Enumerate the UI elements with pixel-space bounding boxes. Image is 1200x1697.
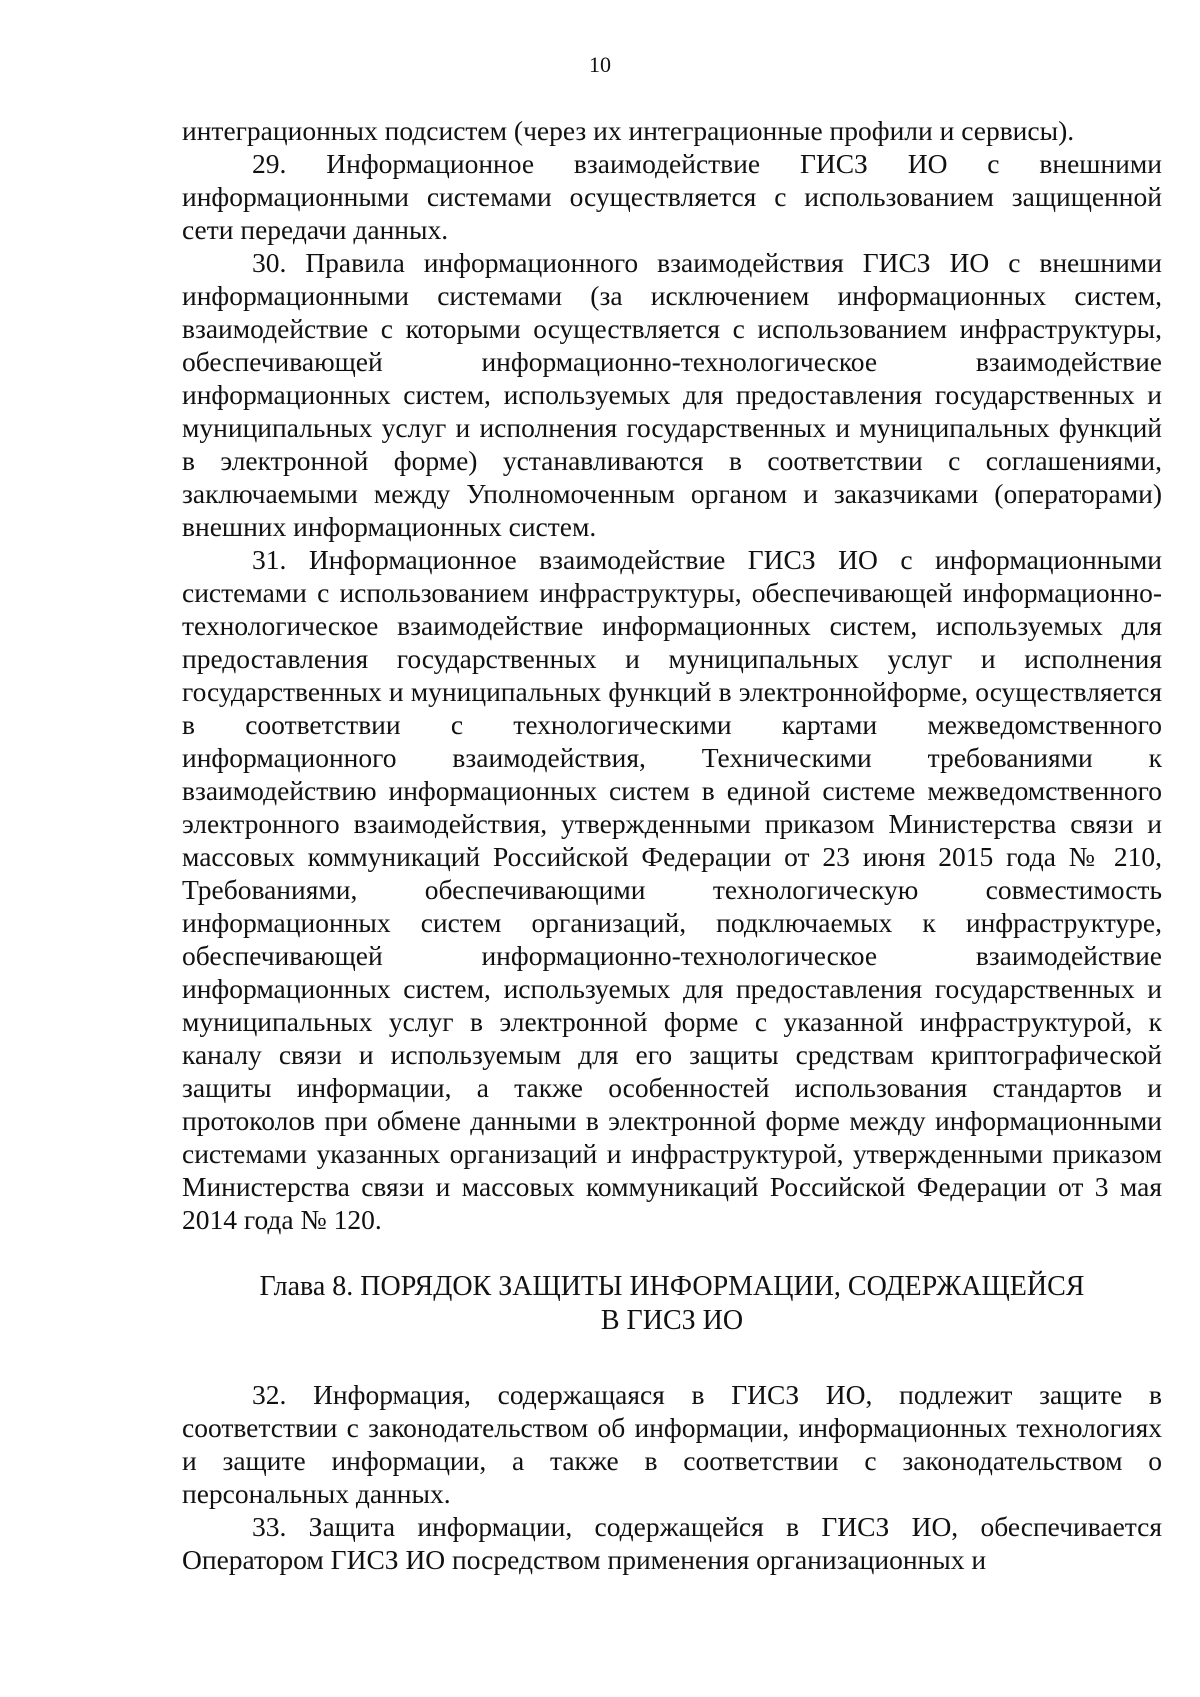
paragraph-continuation: интеграционных подсистем (через их интеграционные профили и сервисы). bbox=[182, 115, 1075, 146]
page-number: 10 bbox=[589, 52, 611, 77]
chapter-heading bbox=[182, 1270, 1162, 1338]
document-body bbox=[182, 114, 1162, 1576]
paragraph-29: 29. Информационное взаимодействие ГИСЗ ИО с внешними информационными системами осуществляется с использованием защищенной сети передачи данных. bbox=[182, 148, 1162, 245]
chapter-heading-line-1: Глава 8. ПОРЯДОК ЗАЩИТЫ ИНФОРМАЦИИ, СОДЕРЖАЩЕЙСЯ bbox=[259, 1271, 1085, 1302]
paragraph-31: 31. Информационное взаимодействие ГИСЗ ИО с информационными системами с использованием инфраструктуры, обеспечивающей информационно-технологическое взаимодействие информационных систем, используемых для предоставления государственных и муниципальных услуг и исполнения государственных и муниципальных функций в электроннойформе, осуществляется в соответствии с технологическими картами межведомственного информационного взаимодействия, Техническими требованиями к взаимодействию информационных систем в единой системе межведомственного электронного взаимодействия, утвержденными приказом Министерства связи и массовых коммуникаций Российской Федерации от 23 июня 2015 года № 210, Требованиями, обеспечивающими технологическую совместимость информационных систем организаций, подключаемых к инфраструктуре, обеспечивающей информационно-технологическое взаимодействие информационных систем, используемых для предоставления государственных и муниципальных услуг в электронной форме с указанной инфраструктурой, к каналу связи и используемым для его защиты средствам криптографической защиты информации, а также особенностей использования стандартов и протоколов при обмене данными в электронной форме между информационными системами указанных организаций и инфраструктурой, утвержденными приказом Министерства связи и массовых коммуникаций Российской Федерации от 3 мая 2014 года № 120. bbox=[182, 544, 1162, 1235]
paragraph-33: 33. Защита информации, содержащейся в ГИСЗ ИО, обеспечивается Оператором ГИСЗ ИО посредством применения организационных и bbox=[182, 1511, 1162, 1575]
paragraph-32: 32. Информация, содержащаяся в ГИСЗ ИО, подлежит защите в соответствии с законодательством об информации, информационных технологиях и защите информации, а также в соответствии с законодательством о персональных данных. bbox=[182, 1379, 1162, 1509]
paragraph-30: 30. Правила информационного взаимодействия ГИСЗ ИО с внешними информационными системами (за исключением информационных систем, взаимодействие с которыми осуществляется с использованием инфраструктуры, обеспечивающей информационно-технологическое взаимодействие информационных систем, используемых для предоставления государственных и муниципальных услуг и исполнения государственных и муниципальных функций в электронной форме) устанавливаются в соответствии с соглашениями, заключаемыми между Уполномоченным органом и заказчиками (операторами) внешних информационных систем. bbox=[182, 247, 1162, 542]
chapter-heading-line-2: В ГИСЗ ИО bbox=[600, 1305, 744, 1336]
